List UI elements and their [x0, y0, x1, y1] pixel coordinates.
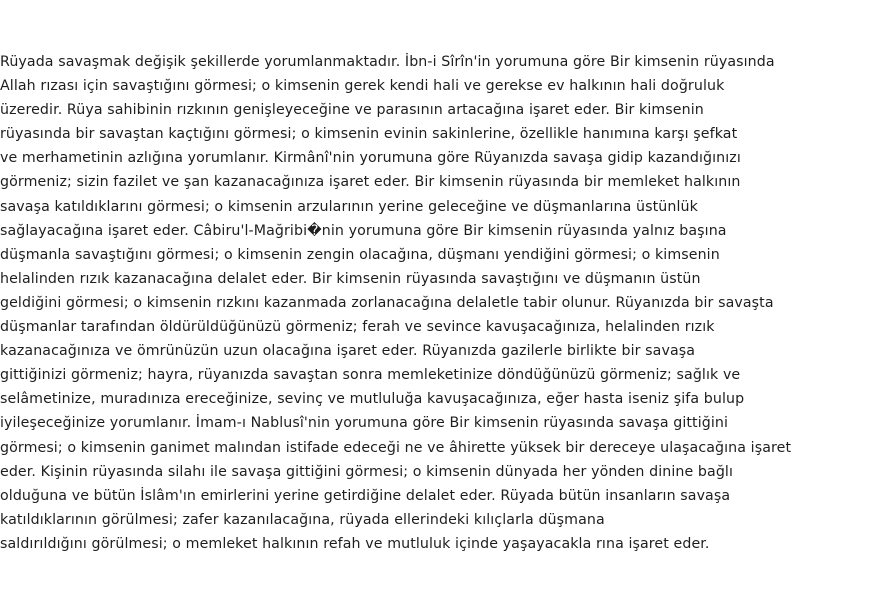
article-line: sağlayacağına işaret eder. Câbiru'l-Mağribi�nin yorumuna göre Bir kimsenin rüyasında yalnız başına: [0, 222, 727, 239]
article-line: düşmanlar tarafından öldürüldüğünüzü görmeniz; ferah ve sevince kavuşacağınıza, helalinden rızık: [0, 319, 715, 336]
article-line: saldırıldığını görülmesi; o memleket halkının refah ve mutluluk içinde yaşayacakla rına işaret eder.: [0, 535, 710, 552]
article-line: kazanacağınıza ve ömrünüzün uzun olacağına işaret eder. Rüyanızda gazilerle birlikte bir savaşa: [0, 343, 696, 360]
article-line: selâmetinize, muradınıza ereceğinize, sevinç ve mutluluğa kavuşacağınıza, eğer hasta iseniz şifa bulup: [0, 391, 745, 408]
article-line: düşmanla savaştığını görmesi; o kimsenin zengin olacağına, düşmanı yendiğini görmesi; o kimsenin: [0, 246, 720, 263]
article-line: rüyasında bir savaştan kaçtığını görmesi; o kimsenin evinin sakinlerine, özellikle hanımına karşı şefkat: [0, 126, 738, 143]
article-line: eder. Kişinin rüyasında silahı ile savaşa gittiğini görmesi; o kimsenin dünyada her yönden dinine bağlı: [0, 463, 734, 480]
article-line: Rüyada savaşmak değişik şekillerde yorumlanmaktadır. İbn-i Sîrîn'in yorumuna göre Bir kimsenin rüyasında: [0, 54, 775, 70]
article-line: görmeniz; sizin fazilet ve şan kazanacağınıza işaret eder. Bir kimsenin rüyasında bir memleket halkının: [0, 174, 741, 191]
article-line: geldiğini görmesi; o kimsenin rızkını kazanmada zorlanacağına delaletle tabir olunur. Rüyanızda bir savaşta: [0, 294, 774, 311]
article-line: olduğuna ve bütün İslâm'ın emirlerini yerine getirdiğine delalet eder. Rüyada bütün insanların savaşa: [0, 487, 731, 504]
article-line: Allah rızası için savaştığını görmesi; o kimsenin gerek kendi hali ve gerekse ev halkının hali doğruluk: [0, 78, 725, 95]
article-line: savaşa katıldıklarını görmesi; o kimsenin arzularının yerine geleceğine ve düşmanlarına üstünlük: [0, 198, 698, 215]
article-line: ve merhametinin azlığına yorumlanır. Kirmânî'nin yorumuna göre Rüyanızda savaşa gidip kazandığınızı: [0, 150, 741, 167]
article-line: üzeredir. Rüya sahibinin rızkının genişleyeceğine ve parasının artacağına işaret eder. Bir kimsenin: [0, 102, 704, 119]
article-line: görmesi; o kimsenin ganimet malından istifade edeceği ne ve âhirette yüksek bir dereceye ulaşacağına işaret: [0, 439, 792, 456]
article-line: helalinden rızık kazanacağına delalet eder. Bir kimsenin rüyasında savaştığını ve düşmanın üstün: [0, 270, 701, 287]
article-line: gittiğinizi görmeniz; hayra, rüyanızda savaştan sonra memleketinize döndüğünüzü görmeniz; sağlık ve: [0, 367, 741, 384]
article-line: iyileşeceğinize yorumlanır. İmam-ı Nablusî'nin yorumuna göre Bir kimsenin rüyasında savaşa gittiğini: [0, 415, 729, 432]
article-body: [0, 50, 876, 556]
article-line: katıldıklarının görülmesi; zafer kazanılacağına, rüyada ellerindeki kılıçlarla düşmana: [0, 511, 605, 528]
